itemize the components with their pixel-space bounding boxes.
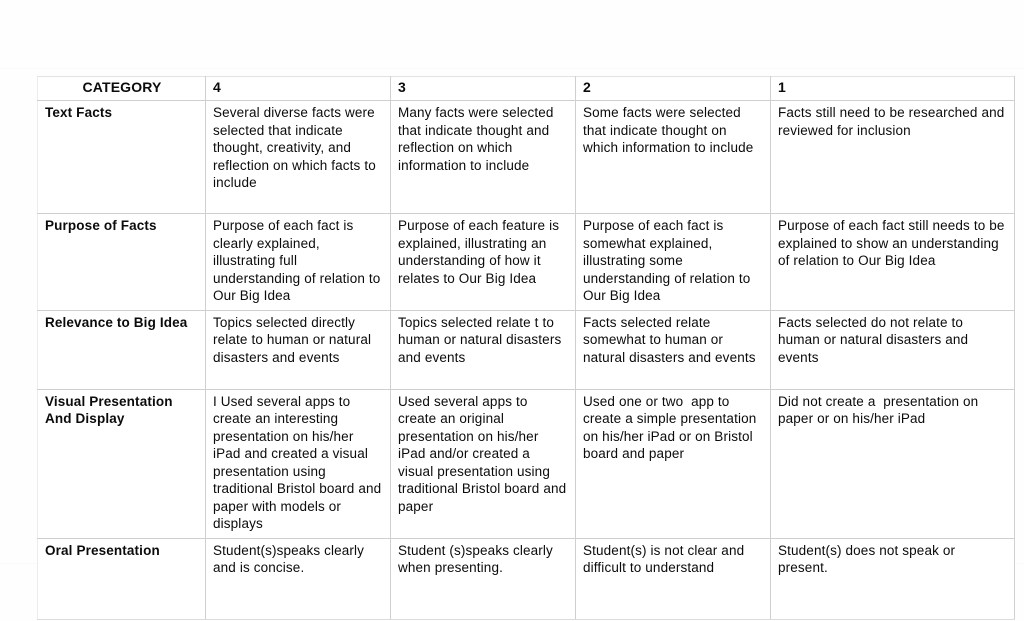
rubric-table [37, 76, 1015, 620]
column-header-score-3: 3 [391, 77, 576, 101]
cell-text-facts-4: Several diverse facts were selected that indicate thought, creativity, and reflection on which facts to include [206, 101, 391, 214]
scan-artifact-line [0, 68, 1024, 69]
cell-relevance-to-big-idea-1: Facts selected do not relate to human or natural disasters and events [771, 310, 1015, 389]
criterion-label-text-facts: Text Facts [38, 101, 206, 214]
cell-oral-presentation-4: Student(s)speaks clearly and is concise. [206, 538, 391, 619]
cell-text-facts-3: Many facts were selected that indicate thought and reflection on which information to include [391, 101, 576, 214]
cell-text-facts-2: Some facts were selected that indicate thought on which information to include [576, 101, 771, 214]
cell-relevance-to-big-idea-4: Topics selected directly relate to human or natural disasters and events [206, 310, 391, 389]
cell-visual-presentation-2: Used one or two app to create a simple presentation on his/her iPad or on Bristol board and paper [576, 389, 771, 538]
cell-purpose-of-facts-4: Purpose of each fact is clearly explained, illustrating full understanding of relation to Our Big Idea [206, 214, 391, 311]
column-header-score-4: 4 [206, 77, 391, 101]
cell-oral-presentation-2: Student(s) is not clear and difficult to understand [576, 538, 771, 619]
table-row [38, 101, 1015, 214]
table-row [38, 214, 1015, 311]
table-row [38, 389, 1015, 538]
cell-purpose-of-facts-3: Purpose of each feature is explained, illustrating an understanding of how it relates to Our Big Idea [391, 214, 576, 311]
cell-visual-presentation-1: Did not create a presentation on paper or on his/her iPad [771, 389, 1015, 538]
cell-relevance-to-big-idea-3: Topics selected relate t to human or natural disasters and events [391, 310, 576, 389]
criterion-label-purpose-of-facts: Purpose of Facts [38, 214, 206, 311]
cell-text-facts-1: Facts still need to be researched and reviewed for inclusion [771, 101, 1015, 214]
column-header-category: CATEGORY [38, 77, 206, 101]
criterion-label-relevance-to-big-idea: Relevance to Big Idea [38, 310, 206, 389]
cell-visual-presentation-4: I Used several apps to create an interesting presentation on his/her iPad and created a visual presentation using traditional Bristol board and paper with models or displays [206, 389, 391, 538]
criterion-label-oral-presentation: Oral Presentation [38, 538, 206, 619]
criterion-label-visual-presentation: Visual Presentation And Display [38, 389, 206, 538]
cell-purpose-of-facts-1: Purpose of each fact still needs to be explained to show an understanding of relation to Our Big Idea [771, 214, 1015, 311]
cell-purpose-of-facts-2: Purpose of each fact is somewhat explained, illustrating some understanding of relation to Our Big Idea [576, 214, 771, 311]
table-row [38, 538, 1015, 619]
column-header-score-2: 2 [576, 77, 771, 101]
table-header-row [38, 77, 1015, 101]
cell-relevance-to-big-idea-2: Facts selected relate somewhat to human or natural disasters and events [576, 310, 771, 389]
cell-oral-presentation-3: Student (s)speaks clearly when presenting. [391, 538, 576, 619]
cell-visual-presentation-3: Used several apps to create an original presentation on his/her iPad and/or created a visual presentation using traditional Bristol board and paper [391, 389, 576, 538]
table-row [38, 310, 1015, 389]
column-header-score-1: 1 [771, 77, 1015, 101]
rubric-table-container [37, 76, 1014, 620]
cell-oral-presentation-1: Student(s) does not speak or present. [771, 538, 1015, 619]
